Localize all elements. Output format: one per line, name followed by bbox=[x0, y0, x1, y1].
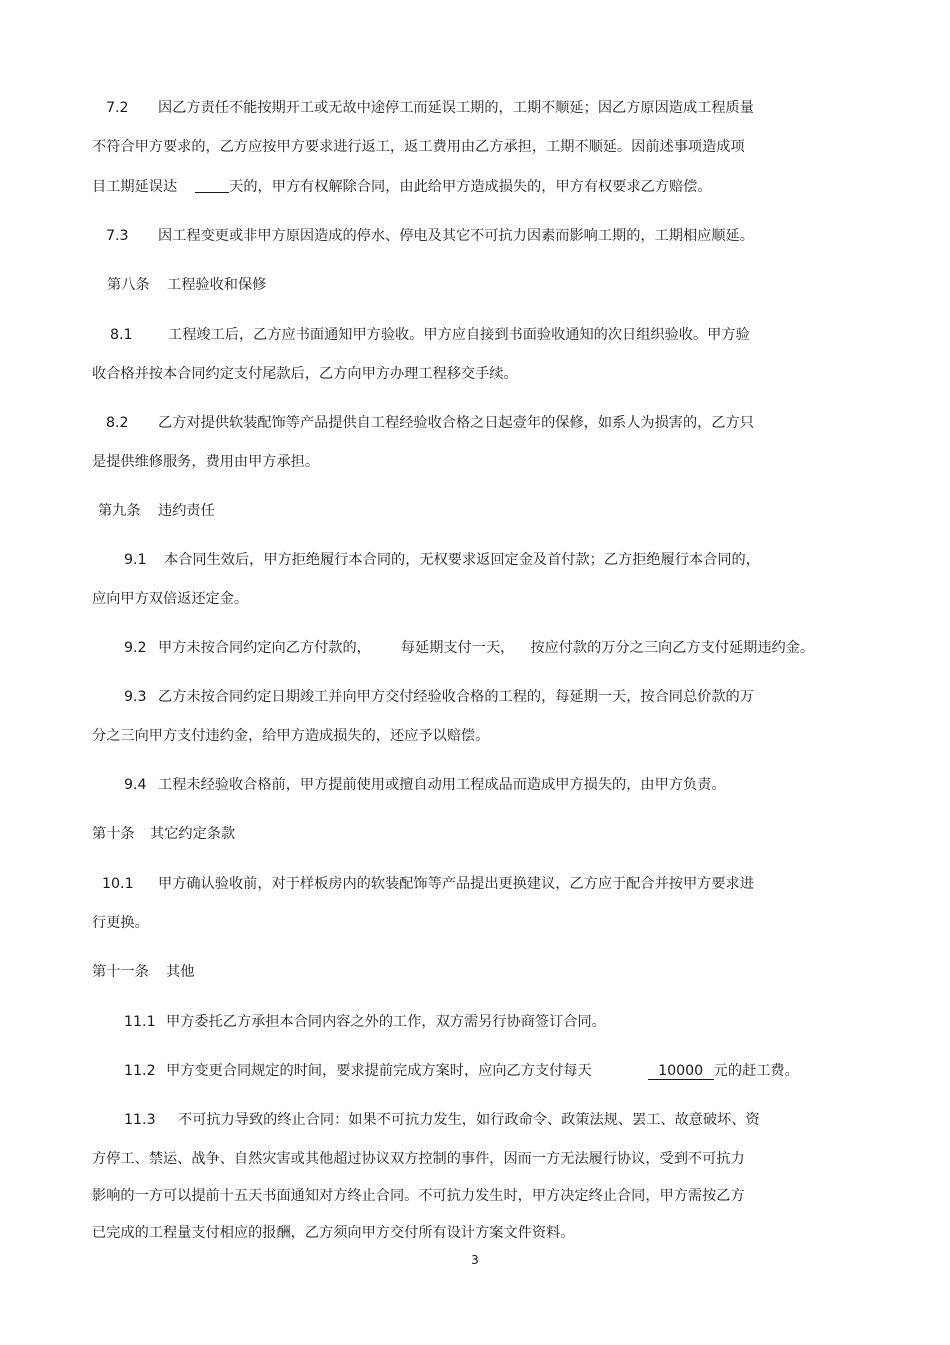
rush-fee-amount: 10000 bbox=[648, 1063, 714, 1080]
clause-text: 因乙方责任不能按期开工或无故中途停工而延误工期的，工期不顺延；因乙方原因造成工程质量 bbox=[158, 100, 754, 116]
clause-10-1-line-2: 行更换。 bbox=[92, 915, 149, 931]
clause-8-1-line-2: 收合格并按本合同约定支付尾款后，乙方向甲方办理工程移交手续。 bbox=[92, 366, 518, 382]
clause-text: 乙方未按合同约定日期竣工并向甲方交付经验收合格的工程的，每延期一天，按合同总价款的万 bbox=[158, 689, 754, 705]
clause-number: 8.2 bbox=[106, 415, 129, 431]
clause-text: 工程竣工后，乙方应书面通知甲方验收。甲方应自接到书面验收通知的次日组织验收。甲方验 bbox=[168, 327, 750, 343]
clause-number: 11.1 bbox=[124, 1014, 156, 1030]
article-11-heading bbox=[0, 962, 194, 982]
clause-text: 元的赶工费。 bbox=[713, 1063, 799, 1079]
article-title: 第十一条 bbox=[92, 964, 149, 980]
article-8-heading bbox=[0, 275, 266, 295]
clause-11-3-line-4: 已完成的工程量支付相应的报酬，乙方须向甲方交付所有设计方案文件资料。 bbox=[92, 1225, 575, 1241]
clause-text: 因工程变更或非甲方原因造成的停水、停电及其它不可抗力因素而影响工期的，工期相应顺延。 bbox=[158, 228, 754, 244]
clause-11-1 bbox=[0, 1012, 606, 1032]
clause-9-3-line-2: 分之三向甲方支付违约金，给甲方造成损失的，还应予以赔偿。 bbox=[92, 728, 490, 744]
clause-11-3-line-2: 方停工、禁运、战争、自然灾害或其他超过协议双方控制的事件，因而一方无法履行协议，受到不可抗力 bbox=[92, 1151, 745, 1167]
clause-text: 甲方委托乙方承担本合同内容之外的工作，双方需另行协商签订合同。 bbox=[166, 1014, 606, 1030]
clause-number: 11.2 bbox=[124, 1063, 156, 1079]
clause-8-1-line-1 bbox=[0, 325, 750, 345]
article-name: 其它约定条款 bbox=[150, 826, 236, 842]
clause-text: 甲方未按合同约定向乙方付款的， bbox=[158, 640, 371, 656]
clause-text: 目工期延误达 bbox=[92, 179, 178, 195]
clause-9-1-line-1 bbox=[0, 550, 760, 570]
clause-9-2 bbox=[0, 638, 814, 658]
clause-9-3-line-1 bbox=[0, 687, 754, 707]
article-10-heading bbox=[0, 824, 235, 844]
clause-text: 按应付款的万分之三向乙方支付延期违约金。 bbox=[530, 640, 815, 656]
article-name: 工程验收和保修 bbox=[167, 277, 267, 293]
article-title: 第十条 bbox=[92, 826, 135, 842]
article-name: 其他 bbox=[166, 964, 195, 980]
clause-number: 11.3 bbox=[124, 1112, 156, 1128]
clause-text: 不可抗力导致的终止合同：如果不可抗力发生，如行政命令、政策法规、罢工、故意破坏、资 bbox=[178, 1112, 760, 1128]
clause-number: 7.2 bbox=[106, 100, 129, 116]
clause-8-2-line-2: 是提供维修服务，费用由甲方承担。 bbox=[92, 454, 320, 470]
clause-7-2-line-3 bbox=[92, 176, 712, 197]
clause-11-3-line-3: 影响的一方可以提前十五天书面通知对方终止合同。不可抗力发生时，甲方决定终止合同，甲方需按乙方 bbox=[92, 1188, 745, 1204]
clause-number: 9.3 bbox=[124, 689, 147, 705]
clause-9-1-line-2: 应向甲方双倍返还定金。 bbox=[92, 591, 249, 607]
article-9-heading bbox=[0, 501, 215, 521]
clause-text: 甲方变更合同规定的时间，要求提前完成方案时，应向乙方支付每天 bbox=[166, 1063, 592, 1079]
page-number: 3 bbox=[471, 1253, 479, 1267]
clause-text: 乙方对提供软装配饰等产品提供自工程经验收合格之日起壹年的保修，如系人为损害的，乙方只 bbox=[158, 415, 754, 431]
clause-7-2-line-1 bbox=[0, 98, 754, 118]
clause-text: 每延期支付一天， bbox=[400, 640, 515, 656]
clause-number: 9.4 bbox=[124, 777, 147, 793]
clause-text: 本合同生效后，甲方拒绝履行本合同的，无权要求返回定金及首付款；乙方拒绝履行本合同的， bbox=[164, 552, 760, 568]
clause-text: 天的，甲方有权解除合同，由此给甲方造成损失的，甲方有权要求乙方赔偿。 bbox=[229, 179, 712, 195]
article-title: 第九条 bbox=[98, 503, 141, 519]
delay-days-blank bbox=[195, 176, 229, 193]
clause-text: 工程未经验收合格前，甲方提前使用或擅自动用工程成品而造成甲方损失的，由甲方负责。 bbox=[158, 777, 726, 793]
clause-9-4 bbox=[0, 775, 726, 795]
clause-text: 甲方确认验收前，对于样板房内的软装配饰等产品提出更换建议，乙方应于配合并按甲方要求进 bbox=[158, 876, 754, 892]
clause-number: 8.1 bbox=[110, 327, 133, 343]
clause-11-2 bbox=[0, 1061, 799, 1081]
clause-number: 9.1 bbox=[124, 552, 147, 568]
clause-7-3 bbox=[0, 226, 754, 246]
clause-8-2-line-1 bbox=[0, 413, 754, 433]
clause-10-1-line-1 bbox=[0, 874, 754, 894]
clause-number: 10.1 bbox=[102, 876, 134, 892]
clause-number: 7.3 bbox=[106, 228, 129, 244]
clause-7-2-line-2: 不符合甲方要求的，乙方应按甲方要求进行返工，返工费用由乙方承担，工期不顺延。因前述事项造成项 bbox=[92, 139, 745, 155]
article-title: 第八条 bbox=[107, 277, 150, 293]
clause-number: 9.2 bbox=[124, 640, 147, 656]
clause-11-3-line-1 bbox=[0, 1110, 760, 1130]
article-name: 违约责任 bbox=[158, 503, 215, 519]
